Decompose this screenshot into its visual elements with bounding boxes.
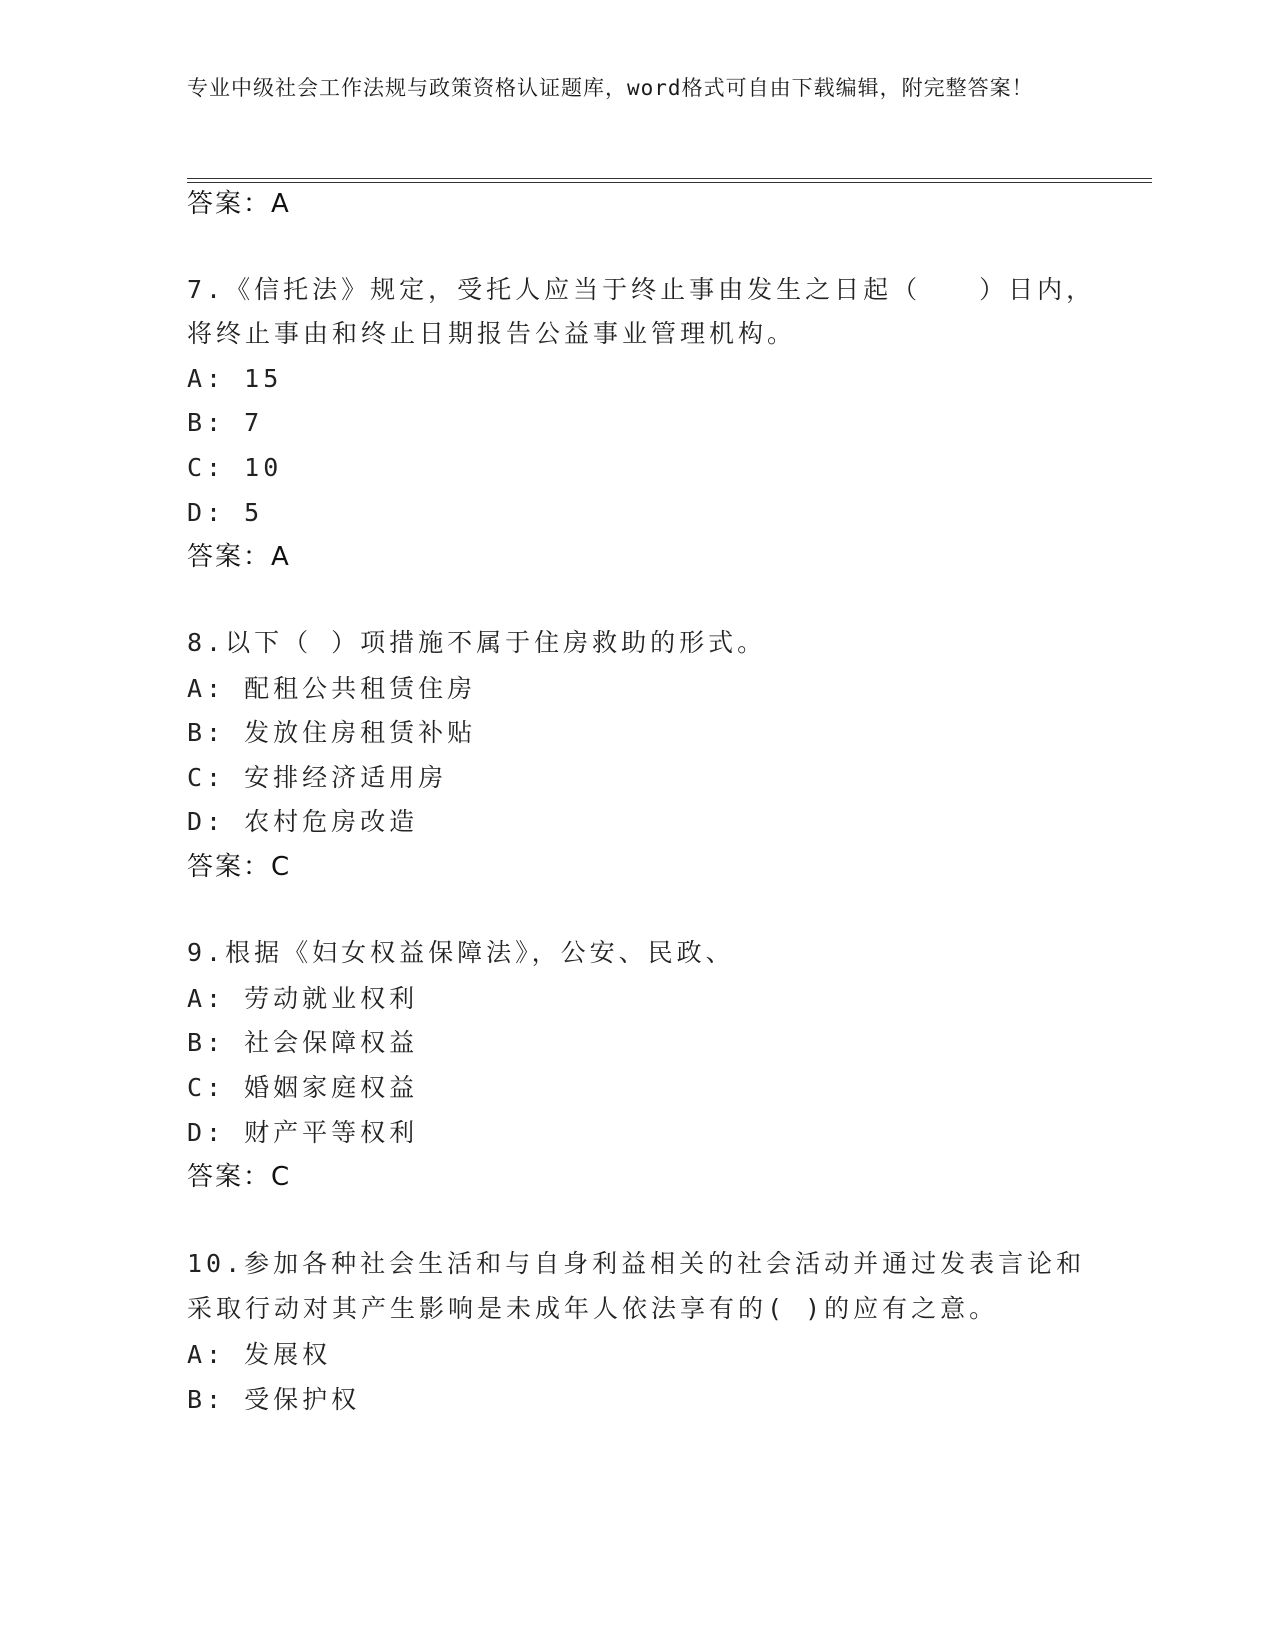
question-10-option-b: B: 受保护权 — [187, 1385, 361, 1414]
question-7-option-a: A: 15 — [187, 364, 283, 393]
question-9-stem-line-1: 9.根据《妇女权益保障法》，公安、民政、 — [187, 938, 735, 967]
question-9-option-c: C: 婚姻家庭权益 — [187, 1073, 419, 1102]
question-8-option-b: B: 发放住房租赁补贴 — [187, 718, 477, 747]
header-divider-bottom — [187, 182, 1152, 183]
question-10-option-a: A: 发展权 — [187, 1340, 332, 1369]
question-8-option-c: C: 安排经济适用房 — [187, 763, 448, 792]
question-7-stem-line-1: 7.《信托法》规定，受托人应当于终止事由发生之日起（ ）日内， — [187, 275, 1096, 304]
question-8-stem-line-1: 8.以下（ ）项措施不属于住房救助的形式。 — [187, 628, 767, 657]
header-divider-top — [187, 178, 1152, 179]
question-9-option-d: D: 财产平等权利 — [187, 1118, 419, 1147]
document-header: 专业中级社会工作法规与政策资格认证题库，word格式可自由下载编辑，附完整答案！ — [187, 76, 1034, 100]
previous-answer: 答案：A — [187, 189, 291, 219]
question-7-option-b: B: 7 — [187, 408, 264, 437]
question-7-option-d: D: 5 — [187, 498, 264, 527]
question-7-stem-line-2: 将终止事由和终止日期报告公益事业管理机构。 — [187, 319, 797, 348]
question-8-answer: 答案：C — [187, 852, 292, 882]
question-10-stem-line-2: 采取行动对其产生影响是未成年人依法享有的( )的应有之意。 — [187, 1294, 999, 1323]
question-7-option-c: C: 10 — [187, 453, 283, 482]
question-8-option-a: A: 配租公共租赁住房 — [187, 674, 477, 703]
question-8-option-d: D: 农村危房改造 — [187, 807, 419, 836]
question-7-answer: 答案：A — [187, 542, 291, 572]
question-9-option-b: B: 社会保障权益 — [187, 1028, 419, 1057]
question-9-option-a: A: 劳动就业权利 — [187, 984, 419, 1013]
question-9-answer: 答案：C — [187, 1162, 292, 1192]
question-10-stem-line-1: 10.参加各种社会生活和与自身利益相关的社会活动并通过发表言论和 — [187, 1249, 1086, 1278]
